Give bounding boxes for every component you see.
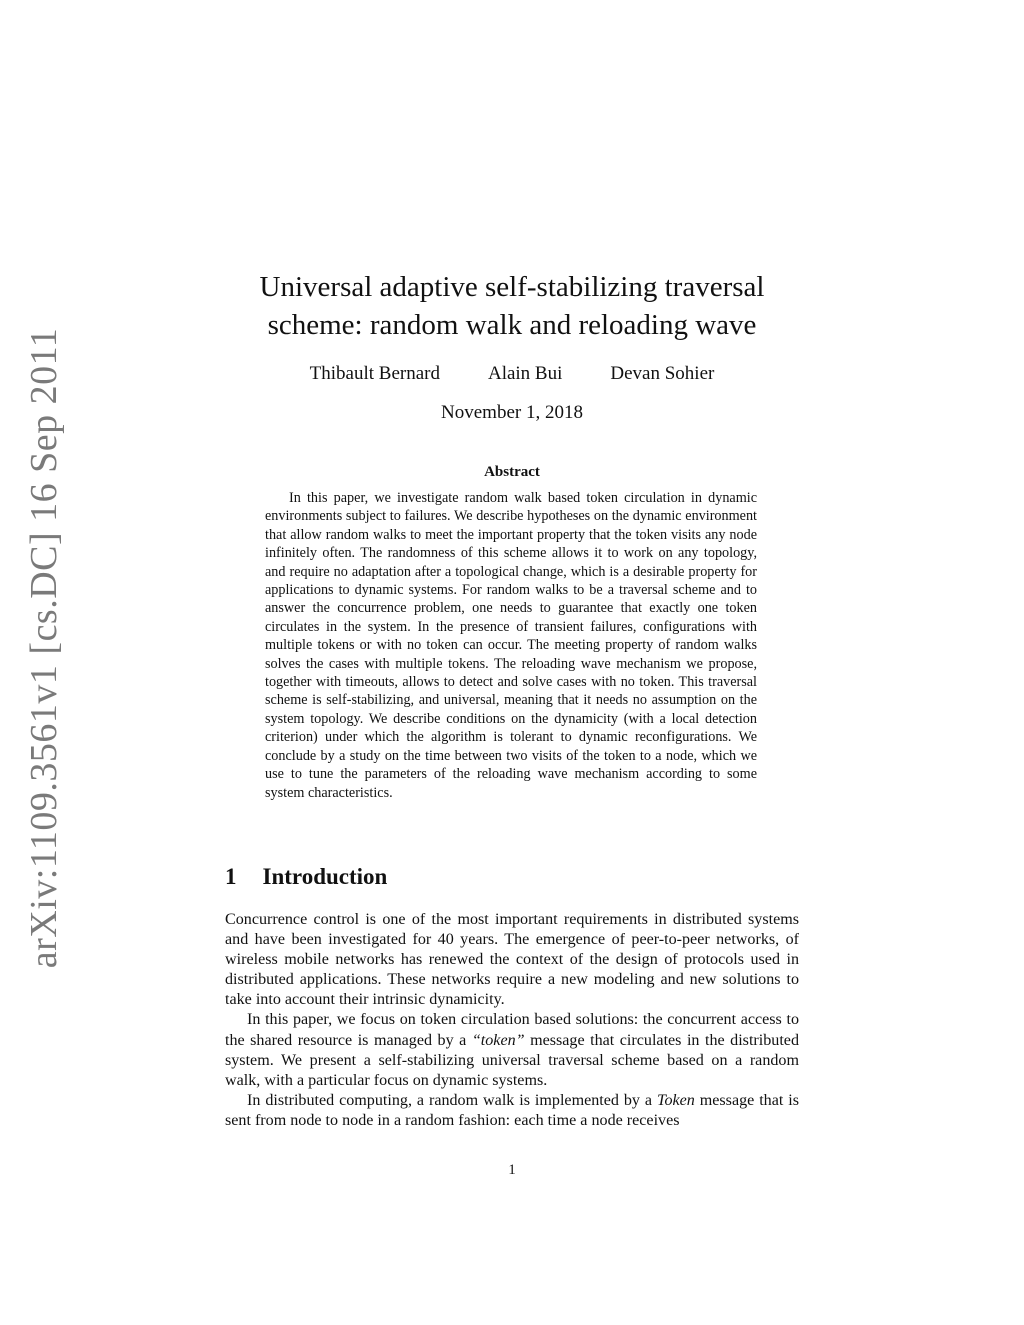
- paragraph-text: message that circulates in the distributed system. We present a self-stabilizing universal traversal scheme based on a random walk, with a particular focus on dynamic systems.: [225, 1031, 799, 1089]
- emphasized-term: “token”: [471, 1031, 525, 1049]
- abstract-heading: Abstract: [484, 464, 540, 480]
- author-name: Thibault Bernard: [309, 363, 440, 384]
- paragraph: [225, 1010, 799, 1090]
- paragraph-text: message that is sent from node to node in a random fashion: each time a node receives: [225, 1091, 799, 1129]
- publication-date: November 1, 2018: [441, 402, 583, 423]
- arxiv-identifier-stamp[interactable]: arXiv:1109.3561v1 [cs.DC] 16 Sep 2011: [23, 327, 65, 969]
- introduction-body: [225, 910, 799, 1131]
- section-number: 1: [225, 864, 237, 889]
- paper-title: Universal adaptive self-stabilizing traversal scheme: random walk and reloading wave: [259, 271, 765, 341]
- paragraph-text: In distributed computing, a random walk is implemented by a: [247, 1091, 657, 1109]
- section-heading: [225, 864, 387, 890]
- author-list: [225, 363, 799, 385]
- page-number: 1: [508, 1162, 516, 1178]
- paragraph: Concurrence control is one of the most important requirements in distributed systems and have been investigated for 40 years. The emergence of peer-to-peer networks, of wireless mobile networks has renewed the context of the design of protocols used in distributed applications. These networks require a new modeling and new solutions to take into account their intrinsic dynamicity.: [225, 911, 799, 1009]
- paragraph: [225, 1091, 799, 1131]
- abstract-text: In this paper, we investigate random walk based token circulation in dynamic environments subject to failures. We describe hypotheses on the dynamic environment that allow random walks to meet the important property that the token visits any node infinitely often. The randomness of this scheme allows it to work on any topology, and require no adaptation after a topological change, which is a desirable property for applications to dynamic systems. For random walks to be a traversal scheme and to answer the concurrence problem, one needs to guarantee that exactly one token circulates in the system. In the presence of transient failures, configurations with multiple tokens or with no token can occur. The meeting property of random walks solves the cases with multiple tokens. The reloading wave mechanism we propose, together with timeouts, allows to detect and solve cases with no token. This traversal scheme is self-stabilizing, and universal, meaning that it needs no assumption on the system topology. We describe conditions on the dynamicity (with a local detection criterion) under which the algorithm is tolerant to dynamic reconfigurations. We conclude by a study on the time between two visits of the token to a node, which we use to tune the parameters of the reloading wave mechanism according to some system characteristics.: [265, 490, 757, 801]
- author-name: Alain Bui: [487, 363, 563, 384]
- author-name: Devan Sohier: [610, 363, 715, 384]
- section-title: Introduction: [262, 864, 388, 889]
- paragraph-text: In this paper, we focus on token circulation based solutions: the concurrent access to the shared resource is managed by a: [225, 1011, 799, 1049]
- emphasized-term: Token: [656, 1091, 695, 1109]
